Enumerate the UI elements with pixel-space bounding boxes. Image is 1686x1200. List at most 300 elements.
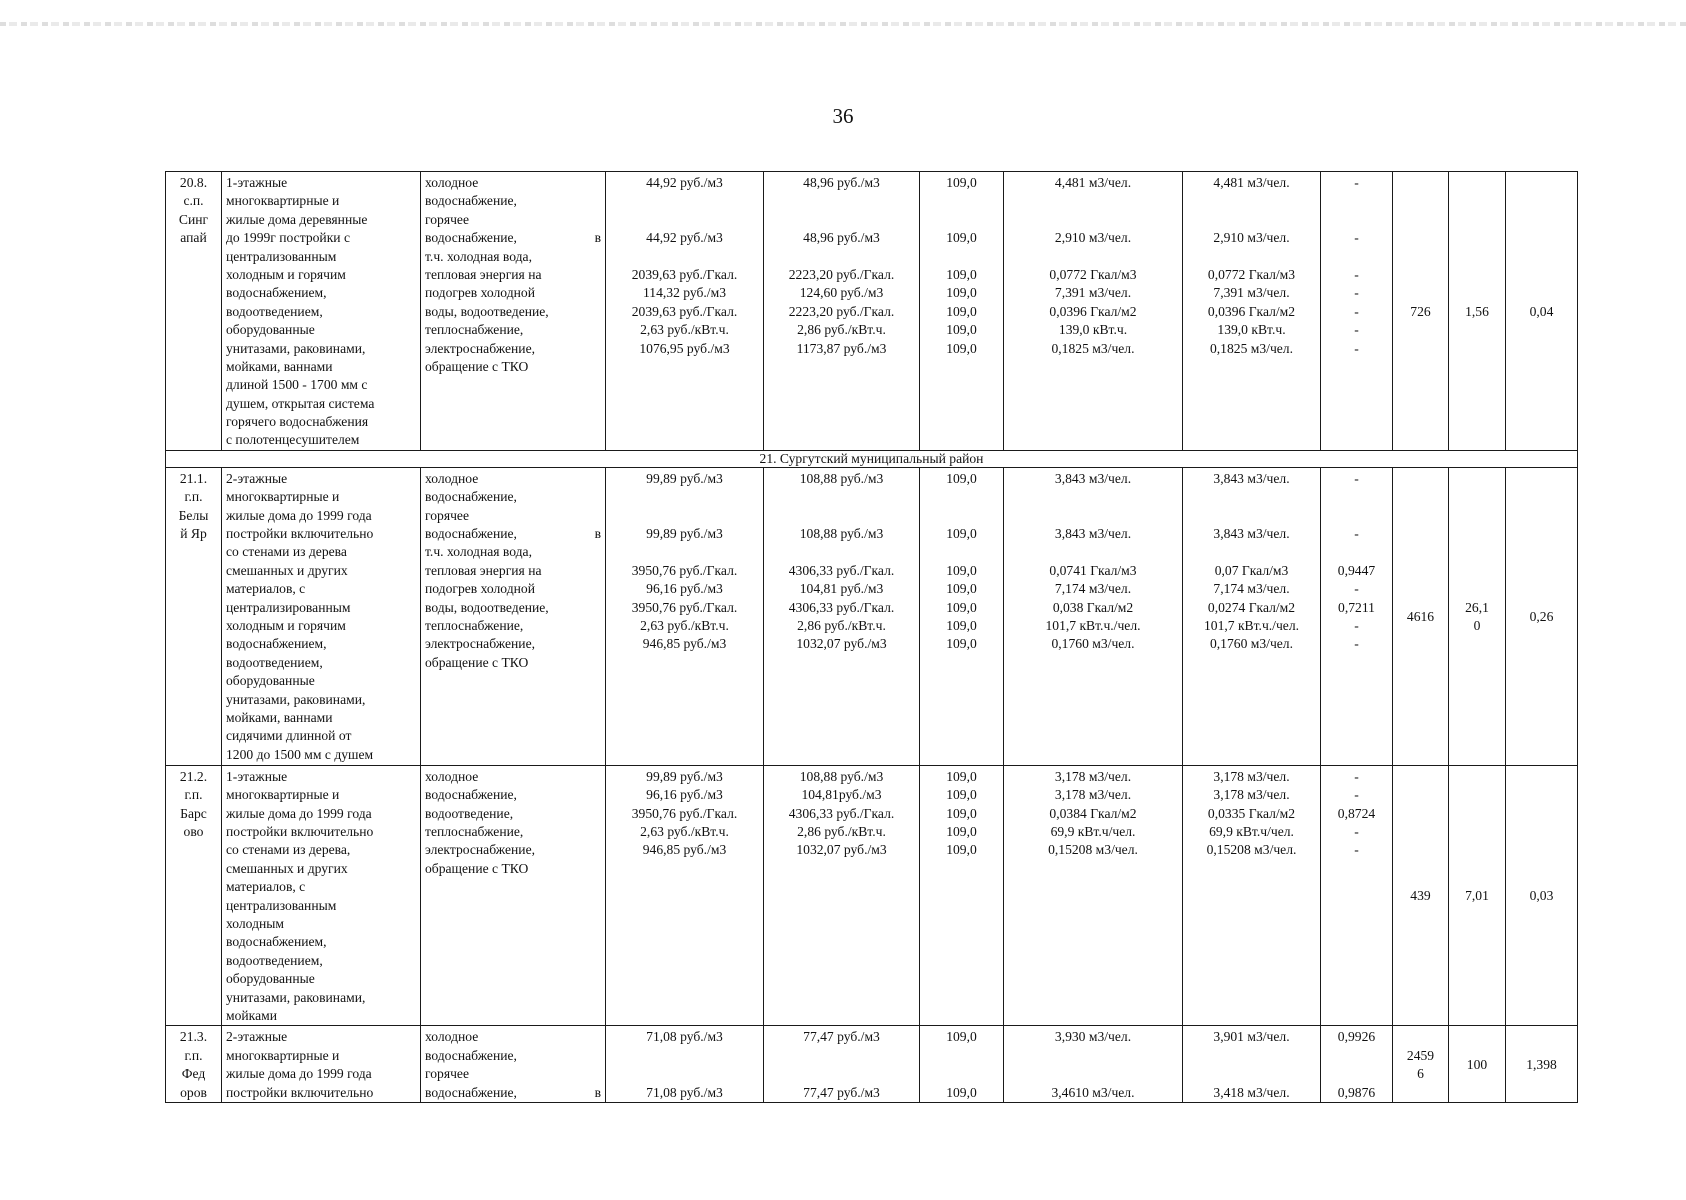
growth-index-line: 109,0 — [946, 824, 977, 840]
consumption-norm-line: 3,843 м3/чел. — [1054, 470, 1132, 486]
consumption-norm-adjusted-line — [1187, 1065, 1316, 1083]
consumption-norm-adjusted-line — [1187, 507, 1316, 525]
coefficient-line: - — [1354, 266, 1359, 282]
consumption-norm-line — [1008, 1065, 1178, 1083]
tariff-new-cell — [764, 467, 920, 765]
utility-service-line: горячее — [425, 211, 469, 227]
tariff-current-line: 2,63 руб./кВт.ч. — [640, 322, 729, 338]
utility-service-line: холодное — [425, 175, 479, 190]
tariff-new-line: 1173,87 руб./м3 — [796, 340, 887, 356]
consumption-norm-line: 3,178 м3/чел. — [1054, 787, 1132, 803]
ratio-cell — [1506, 1026, 1578, 1103]
utility-service-line: водоснабжение, — [425, 787, 517, 803]
tariff-new-line: 108,88 руб./м3 — [799, 470, 884, 486]
coefficient-line: - — [1354, 303, 1359, 319]
utility-service-text: водоснабжение, — [425, 1084, 517, 1100]
coefficient-cell — [1321, 765, 1393, 1025]
consumption-norm-adjusted-line: 0,0274 Гкал/м2 — [1207, 599, 1296, 615]
growth-index-line: 109,0 — [946, 230, 977, 246]
utility-service-line: тепловая энергия на — [425, 266, 542, 282]
consumption-norm-adjusted-line: 101,7 кВт.ч./чел. — [1203, 617, 1300, 633]
row-number-line: й Яр — [180, 526, 207, 542]
row-number-cell — [166, 467, 222, 765]
growth-index-line: 109,0 — [946, 581, 977, 597]
consumption-norm-adjusted-cell — [1183, 467, 1321, 765]
tariff-new-line: 124,60 руб./м3 — [799, 285, 884, 301]
housing-description-cell — [222, 467, 421, 765]
row-number-line: Синг — [178, 211, 209, 227]
housing-description-line: оборудованные — [226, 322, 315, 338]
consumption-norm-adjusted-line: 3,418 м3/чел. — [1213, 1084, 1290, 1100]
utility-service-line: подогрев холодной — [425, 581, 535, 597]
population-value: 6 — [1417, 1066, 1424, 1082]
coefficient-line — [1325, 1065, 1388, 1083]
tariff-current-line: 44,92 руб./м3 — [646, 230, 723, 246]
ratio-value: 0,26 — [1529, 609, 1554, 625]
share-value: 0 — [1473, 618, 1481, 634]
housing-description-line: жилые дома до 1999 года — [226, 805, 372, 821]
row-number-cell — [166, 765, 222, 1025]
coefficient-line — [1325, 192, 1388, 210]
consumption-norm-adjusted-line: 0,0772 Гкал/м3 — [1207, 266, 1296, 282]
consumption-norm-adjusted-line: 0,0335 Гкал/м2 — [1207, 805, 1296, 821]
utility-service-line: теплоснабжение, — [425, 322, 524, 338]
housing-description-line: многоквартирные и — [226, 193, 340, 209]
consumption-norm-adjusted-line: 0,1825 м3/чел. — [1209, 340, 1293, 356]
utility-service-text: водоснабжение, — [425, 230, 517, 246]
consumption-norm-adjusted-line: 69,9 кВт.ч/чел. — [1209, 824, 1294, 840]
housing-description-line: многоквартирные и — [226, 1047, 340, 1063]
tariff-current-line: 946,85 руб./м3 — [642, 842, 727, 858]
coefficient-cell — [1321, 1026, 1393, 1103]
tariff-new-line: 2223,20 руб./Гкал. — [788, 303, 895, 319]
growth-index-line — [924, 211, 999, 229]
share-cell — [1449, 172, 1506, 451]
consumption-norm-line: 3,4610 м3/чел. — [1051, 1084, 1135, 1100]
ratio-value: 0,03 — [1529, 888, 1554, 904]
coefficient-line: 0,9447 — [1337, 562, 1376, 578]
utility-service-in-word: в — [594, 1084, 601, 1100]
utility-services-cell — [421, 172, 606, 451]
utility-service-line: тепловая энергия на — [425, 562, 542, 578]
consumption-norm-cell — [1004, 1026, 1183, 1103]
housing-description-line: жилые дома до 1999 года — [226, 507, 372, 523]
growth-index-line: 109,0 — [946, 470, 977, 486]
housing-description-line: 1-этажные — [226, 768, 288, 784]
growth-index-line: 109,0 — [946, 599, 977, 615]
housing-description-line: холодным и горячим — [226, 266, 346, 282]
housing-description-line: смешанных и других — [226, 860, 348, 876]
utility-service-line — [425, 1084, 601, 1102]
utility-service-line — [425, 229, 601, 247]
utility-service-line: электроснабжение, — [425, 340, 536, 356]
utility-service-line: холодное — [425, 768, 479, 784]
housing-description-line: длиной 1500 - 1700 мм с — [226, 377, 368, 393]
tariff-current-line: 3950,76 руб./Гкал. — [631, 562, 738, 578]
housing-description-line: водоснабжением, — [226, 285, 327, 301]
utility-service-line: водоснабжение, — [425, 193, 517, 209]
row-number-line: г.п. — [184, 787, 203, 803]
growth-index-line: 109,0 — [946, 768, 977, 784]
tariff-current-line: 71,08 руб./м3 — [646, 1084, 723, 1100]
utility-services-cell — [421, 765, 606, 1025]
growth-index-line — [924, 1065, 999, 1083]
tariff-current-line: 1076,95 руб./м3 — [639, 340, 730, 356]
growth-index-line: 109,0 — [946, 322, 977, 338]
row-number-cell — [166, 172, 222, 451]
coefficient-line: 0,9926 — [1337, 1029, 1376, 1045]
population-value: 4616 — [1406, 609, 1435, 625]
tariff-table — [165, 171, 1578, 1103]
tariff-new-line: 108,88 руб./м3 — [799, 768, 884, 784]
growth-index-cell — [920, 172, 1004, 451]
housing-description-line: централизированным — [226, 599, 351, 615]
growth-index-line: 109,0 — [946, 266, 977, 282]
consumption-norm-line: 7,174 м3/чел. — [1054, 581, 1132, 597]
housing-description-line: мойками, ваннами — [226, 709, 333, 725]
coefficient-line: 0,8724 — [1337, 805, 1376, 821]
consumption-norm-adjusted-line: 7,174 м3/чел. — [1213, 581, 1290, 597]
growth-index-line: 109,0 — [946, 526, 977, 542]
row-number-line: г.п. — [184, 1047, 203, 1063]
tariff-new-line — [768, 192, 915, 210]
growth-index-line — [924, 1047, 999, 1065]
housing-description-line: сидячими длинной от — [226, 728, 352, 744]
population-cell — [1393, 467, 1449, 765]
utility-service-line: водоснабжение, — [425, 489, 517, 505]
growth-index-line: 109,0 — [946, 805, 977, 821]
population-cell — [1393, 765, 1449, 1025]
tariff-current-line — [610, 488, 759, 506]
row-number-line: апай — [180, 230, 207, 246]
tariff-new-line: 104,81 руб./м3 — [799, 581, 884, 597]
housing-description-line: до 1999г постройки с — [226, 230, 351, 246]
consumption-norm-adjusted-line: 3,901 м3/чел. — [1213, 1029, 1290, 1045]
scan-edge-artifact — [0, 22, 1686, 26]
consumption-norm-line: 0,038 Гкал/м2 — [1052, 599, 1134, 615]
tariff-new-cell — [764, 1026, 920, 1103]
tariff-new-line: 104,81руб./м3 — [801, 787, 882, 803]
consumption-norm-line: 69,9 кВт.ч/чел. — [1050, 824, 1136, 840]
utility-service-in-word: в — [594, 230, 601, 246]
consumption-norm-adjusted-line: 0,15208 м3/чел. — [1206, 842, 1297, 858]
utility-service-line: воды, водоотведение, — [425, 303, 549, 319]
consumption-norm-line: 7,391 м3/чел. — [1054, 285, 1132, 301]
housing-description-line: унитазами, раковинами, — [226, 340, 366, 356]
growth-index-cell — [920, 765, 1004, 1025]
ratio-cell — [1506, 172, 1578, 451]
tariff-new-line: 77,47 руб./м3 — [803, 1029, 880, 1045]
consumption-norm-line: 0,1825 м3/чел. — [1051, 340, 1135, 356]
section-title: 21. Сургутский муниципальный район — [166, 450, 1578, 467]
row-number-line: 21.2. — [179, 768, 208, 784]
growth-index-cell — [920, 1026, 1004, 1103]
consumption-norm-line — [1008, 1047, 1178, 1065]
growth-index-line: 109,0 — [946, 787, 977, 803]
share-cell — [1449, 1026, 1506, 1103]
coefficient-line: - — [1354, 768, 1359, 784]
tariff-new-cell — [764, 765, 920, 1025]
utility-services-cell — [421, 467, 606, 765]
consumption-norm-cell — [1004, 467, 1183, 765]
consumption-norm-line: 0,0384 Гкал/м2 — [1049, 805, 1137, 821]
growth-index-line — [924, 507, 999, 525]
tariff-current-line: 946,85 руб./м3 — [642, 636, 727, 652]
tariff-current-line — [610, 1047, 759, 1065]
tariff-current-line: 44,92 руб./м3 — [646, 175, 723, 190]
growth-index-line: 109,0 — [946, 1084, 977, 1100]
consumption-norm-adjusted-line: 3,178 м3/чел. — [1213, 768, 1290, 784]
housing-description-cell — [222, 765, 421, 1025]
consumption-norm-adjusted-cell — [1183, 1026, 1321, 1103]
consumption-norm-line: 0,0396 Гкал/м2 — [1049, 303, 1137, 319]
tariff-current-line: 3950,76 руб./Гкал. — [631, 599, 738, 615]
utility-service-line: т.ч. холодная вода, — [425, 248, 532, 264]
housing-description-line: постройки включительно — [226, 824, 374, 840]
housing-description-line: материалов, с — [226, 581, 306, 597]
coefficient-line: - — [1354, 581, 1359, 597]
consumption-norm-adjusted-line: 3,843 м3/чел. — [1213, 526, 1290, 542]
tariff-current-line — [610, 1065, 759, 1083]
row-number-line: с.п. — [183, 193, 204, 209]
row-number-line: оров — [180, 1084, 207, 1100]
tariff-current-cell — [606, 467, 764, 765]
consumption-norm-line — [1008, 507, 1178, 525]
consumption-norm-line — [1008, 211, 1178, 229]
tariff-new-line: 1032,07 руб./м3 — [796, 842, 887, 858]
tariff-new-line: 77,47 руб./м3 — [803, 1084, 880, 1100]
housing-description-line: мойками, ваннами — [226, 358, 333, 374]
tariff-current-line — [610, 192, 759, 210]
housing-description-line: с полотенцесушителем — [226, 432, 360, 448]
coefficient-line: - — [1354, 470, 1359, 486]
coefficient-line: - — [1354, 787, 1359, 803]
population-cell — [1393, 172, 1449, 451]
utility-service-text: водоснабжение, — [425, 526, 517, 542]
utility-service-line: обращение с ТКО — [425, 654, 529, 670]
growth-index-line — [924, 488, 999, 506]
share-value: 26,1 — [1465, 599, 1489, 615]
coefficient-line — [1325, 248, 1388, 266]
tariff-current-cell — [606, 765, 764, 1025]
coefficient-line — [1325, 211, 1388, 229]
tariff-current-line: 2039,63 руб./Гкал. — [631, 266, 738, 282]
table-row — [166, 1026, 1578, 1103]
ratio-value: 1,398 — [1526, 1056, 1557, 1072]
tariff-current-line: 99,89 руб./м3 — [646, 526, 723, 542]
consumption-norm-line — [1008, 192, 1178, 210]
tariff-current-line — [610, 211, 759, 229]
consumption-norm-adjusted-line — [1187, 543, 1316, 561]
tariff-current-line — [610, 248, 759, 266]
housing-description-line: 2-этажные — [226, 1029, 288, 1045]
coefficient-line: - — [1354, 824, 1359, 840]
tariff-new-line: 2,86 руб./кВт.ч. — [797, 824, 886, 840]
consumption-norm-adjusted-line: 3,178 м3/чел. — [1213, 787, 1290, 803]
consumption-norm-adjusted-line — [1187, 192, 1316, 210]
tariff-current-line: 2039,63 руб./Гкал. — [631, 303, 738, 319]
tariff-new-line — [768, 488, 915, 506]
coefficient-cell — [1321, 172, 1393, 451]
utility-service-line: электроснабжение, — [425, 842, 536, 858]
tariff-new-line: 48,96 руб./м3 — [803, 175, 880, 190]
coefficient-line: - — [1354, 175, 1359, 190]
consumption-norm-adjusted-line: 139,0 кВт.ч. — [1217, 322, 1286, 338]
housing-description-line: материалов, с — [226, 879, 306, 895]
coefficient-line — [1325, 543, 1388, 561]
tariff-new-line: 4306,33 руб./Гкал. — [788, 805, 895, 821]
section-row — [166, 450, 1578, 467]
coefficient-line: - — [1354, 526, 1359, 542]
consumption-norm-line: 0,0772 Гкал/м3 — [1049, 266, 1137, 282]
utility-service-line: обращение с ТКО — [425, 358, 529, 374]
tariff-current-line: 2,63 руб./кВт.ч. — [640, 617, 729, 633]
housing-description-line: 1200 до 1500 мм с душем — [226, 746, 374, 762]
consumption-norm-line — [1008, 248, 1178, 266]
consumption-norm-line: 4,481 м3/чел. — [1054, 175, 1132, 190]
housing-description-line: водоотведением, — [226, 952, 323, 968]
consumption-norm-line: 3,178 м3/чел. — [1054, 768, 1132, 784]
utility-service-line: подогрев холодной — [425, 285, 535, 301]
row-number-line: ово — [183, 824, 204, 840]
consumption-norm-line: 0,1760 м3/чел. — [1051, 636, 1135, 652]
growth-index-line — [924, 248, 999, 266]
housing-description-cell — [222, 1026, 421, 1103]
coefficient-line: 0,9876 — [1337, 1084, 1376, 1100]
utility-service-line: холодное — [425, 470, 479, 486]
housing-description-line: жилые дома деревянные — [226, 211, 368, 227]
tariff-current-line: 96,16 руб./м3 — [646, 581, 723, 597]
consumption-norm-adjusted-cell — [1183, 172, 1321, 451]
housing-description-line: унитазами, раковинами, — [226, 989, 366, 1005]
growth-index-line: 109,0 — [946, 340, 977, 356]
housing-description-line: водоснабжением, — [226, 934, 327, 950]
tariff-current-line: 96,16 руб./м3 — [646, 787, 723, 803]
housing-description-line: унитазами, раковинами, — [226, 691, 366, 707]
consumption-norm-line: 0,0741 Гкал/м3 — [1049, 562, 1137, 578]
utility-service-line: электроснабжение, — [425, 636, 536, 652]
utility-service-line: горячее — [425, 507, 469, 523]
utility-service-line — [425, 525, 601, 543]
consumption-norm-adjusted-line: 2,910 м3/чел. — [1213, 230, 1290, 246]
tariff-new-line — [768, 248, 915, 266]
coefficient-line: - — [1354, 285, 1359, 301]
table-row — [166, 765, 1578, 1025]
coefficient-line: - — [1354, 322, 1359, 338]
growth-index-line: 109,0 — [946, 175, 977, 190]
growth-index-line — [924, 192, 999, 210]
coefficient-line: - — [1354, 230, 1359, 246]
housing-description-line: многоквартирные и — [226, 489, 340, 505]
coefficient-line — [1325, 488, 1388, 506]
coefficient-line: - — [1354, 842, 1359, 858]
housing-description-line: мойками — [226, 1007, 277, 1023]
housing-description-line: со стенами из дерева, — [226, 842, 351, 858]
housing-description-line: оборудованные — [226, 673, 315, 689]
consumption-norm-line: 3,843 м3/чел. — [1054, 526, 1132, 542]
growth-index-line: 109,0 — [946, 303, 977, 319]
tariff-new-line: 2,86 руб./кВт.ч. — [797, 322, 886, 338]
consumption-norm-adjusted-line: 4,481 м3/чел. — [1213, 175, 1290, 190]
tariff-current-line: 2,63 руб./кВт.ч. — [640, 824, 729, 840]
consumption-norm-adjusted-line — [1187, 248, 1316, 266]
utility-service-line: холодное — [425, 1029, 479, 1045]
consumption-norm-line: 0,15208 м3/чел. — [1048, 842, 1138, 858]
consumption-norm-adjusted-line — [1187, 211, 1316, 229]
housing-description-line: душем, открытая система — [226, 395, 375, 411]
row-number-cell — [166, 1026, 222, 1103]
population-value: 439 — [1410, 888, 1431, 904]
tariff-new-line: 2,86 руб./кВт.ч. — [797, 617, 886, 633]
row-number-line: г.п. — [184, 489, 203, 505]
housing-description-line: централизованным — [226, 897, 337, 913]
tariff-new-line — [768, 507, 915, 525]
growth-index-line: 109,0 — [946, 636, 977, 652]
housing-description-line: постройки включительно — [226, 526, 374, 542]
tariff-current-line: 71,08 руб./м3 — [646, 1029, 723, 1045]
housing-description-line: горячего водоснабжения — [226, 414, 369, 430]
share-value: 1,56 — [1465, 303, 1489, 319]
tariff-new-line — [768, 1047, 915, 1065]
growth-index-cell — [920, 467, 1004, 765]
tariff-new-line: 48,96 руб./м3 — [803, 230, 880, 246]
housing-description-line: водоотведением, — [226, 303, 323, 319]
consumption-norm-adjusted-line — [1187, 1047, 1316, 1065]
population-value: 2459 — [1406, 1047, 1435, 1063]
coefficient-line — [1325, 507, 1388, 525]
population-cell — [1393, 1026, 1449, 1103]
utility-service-line: т.ч. холодная вода, — [425, 544, 532, 560]
consumption-norm-adjusted-cell — [1183, 765, 1321, 1025]
share-cell — [1449, 765, 1506, 1025]
row-number-line: 21.3. — [179, 1029, 208, 1045]
housing-description-line: водоотведением, — [226, 654, 323, 670]
tariff-current-line: 99,89 руб./м3 — [646, 470, 723, 486]
consumption-norm-line — [1008, 488, 1178, 506]
utility-service-in-word: в — [594, 526, 601, 542]
housing-description-line: постройки включительно — [226, 1084, 374, 1100]
coefficient-line — [1325, 1047, 1388, 1065]
growth-index-line — [924, 543, 999, 561]
consumption-norm-line: 3,930 м3/чел. — [1054, 1029, 1132, 1045]
utility-service-line: водоснабжение, — [425, 1047, 517, 1063]
growth-index-line: 109,0 — [946, 1029, 977, 1045]
tariff-new-cell — [764, 172, 920, 451]
housing-description-line: 1-этажные — [226, 175, 288, 190]
tariff-current-line — [610, 543, 759, 561]
utility-service-line: теплоснабжение, — [425, 617, 524, 633]
tariff-new-line: 4306,33 руб./Гкал. — [788, 562, 895, 578]
housing-description-line: 2-этажные — [226, 470, 288, 486]
consumption-norm-adjusted-line: 0,1760 м3/чел. — [1209, 636, 1293, 652]
coefficient-line: - — [1354, 340, 1359, 356]
tariff-new-line: 108,88 руб./м3 — [799, 526, 884, 542]
tariff-new-line: 2223,20 руб./Гкал. — [788, 266, 895, 282]
housing-description-cell — [222, 172, 421, 451]
housing-description-line: оборудованные — [226, 971, 315, 987]
tariff-new-line — [768, 1065, 915, 1083]
row-number-line: 21.1. — [179, 470, 208, 486]
utility-service-line: воды, водоотведение, — [425, 599, 549, 615]
coefficient-cell — [1321, 467, 1393, 765]
utility-service-line: обращение с ТКО — [425, 860, 529, 876]
tariff-current-line: 3950,76 руб./Гкал. — [631, 805, 738, 821]
consumption-norm-line: 101,7 кВт.ч./чел. — [1045, 617, 1141, 633]
consumption-norm-adjusted-line: 3,843 м3/чел. — [1213, 470, 1290, 486]
consumption-norm-adjusted-line: 7,391 м3/чел. — [1213, 285, 1290, 301]
tariff-new-line: 1032,07 руб./м3 — [796, 636, 887, 652]
consumption-norm-cell — [1004, 172, 1183, 451]
